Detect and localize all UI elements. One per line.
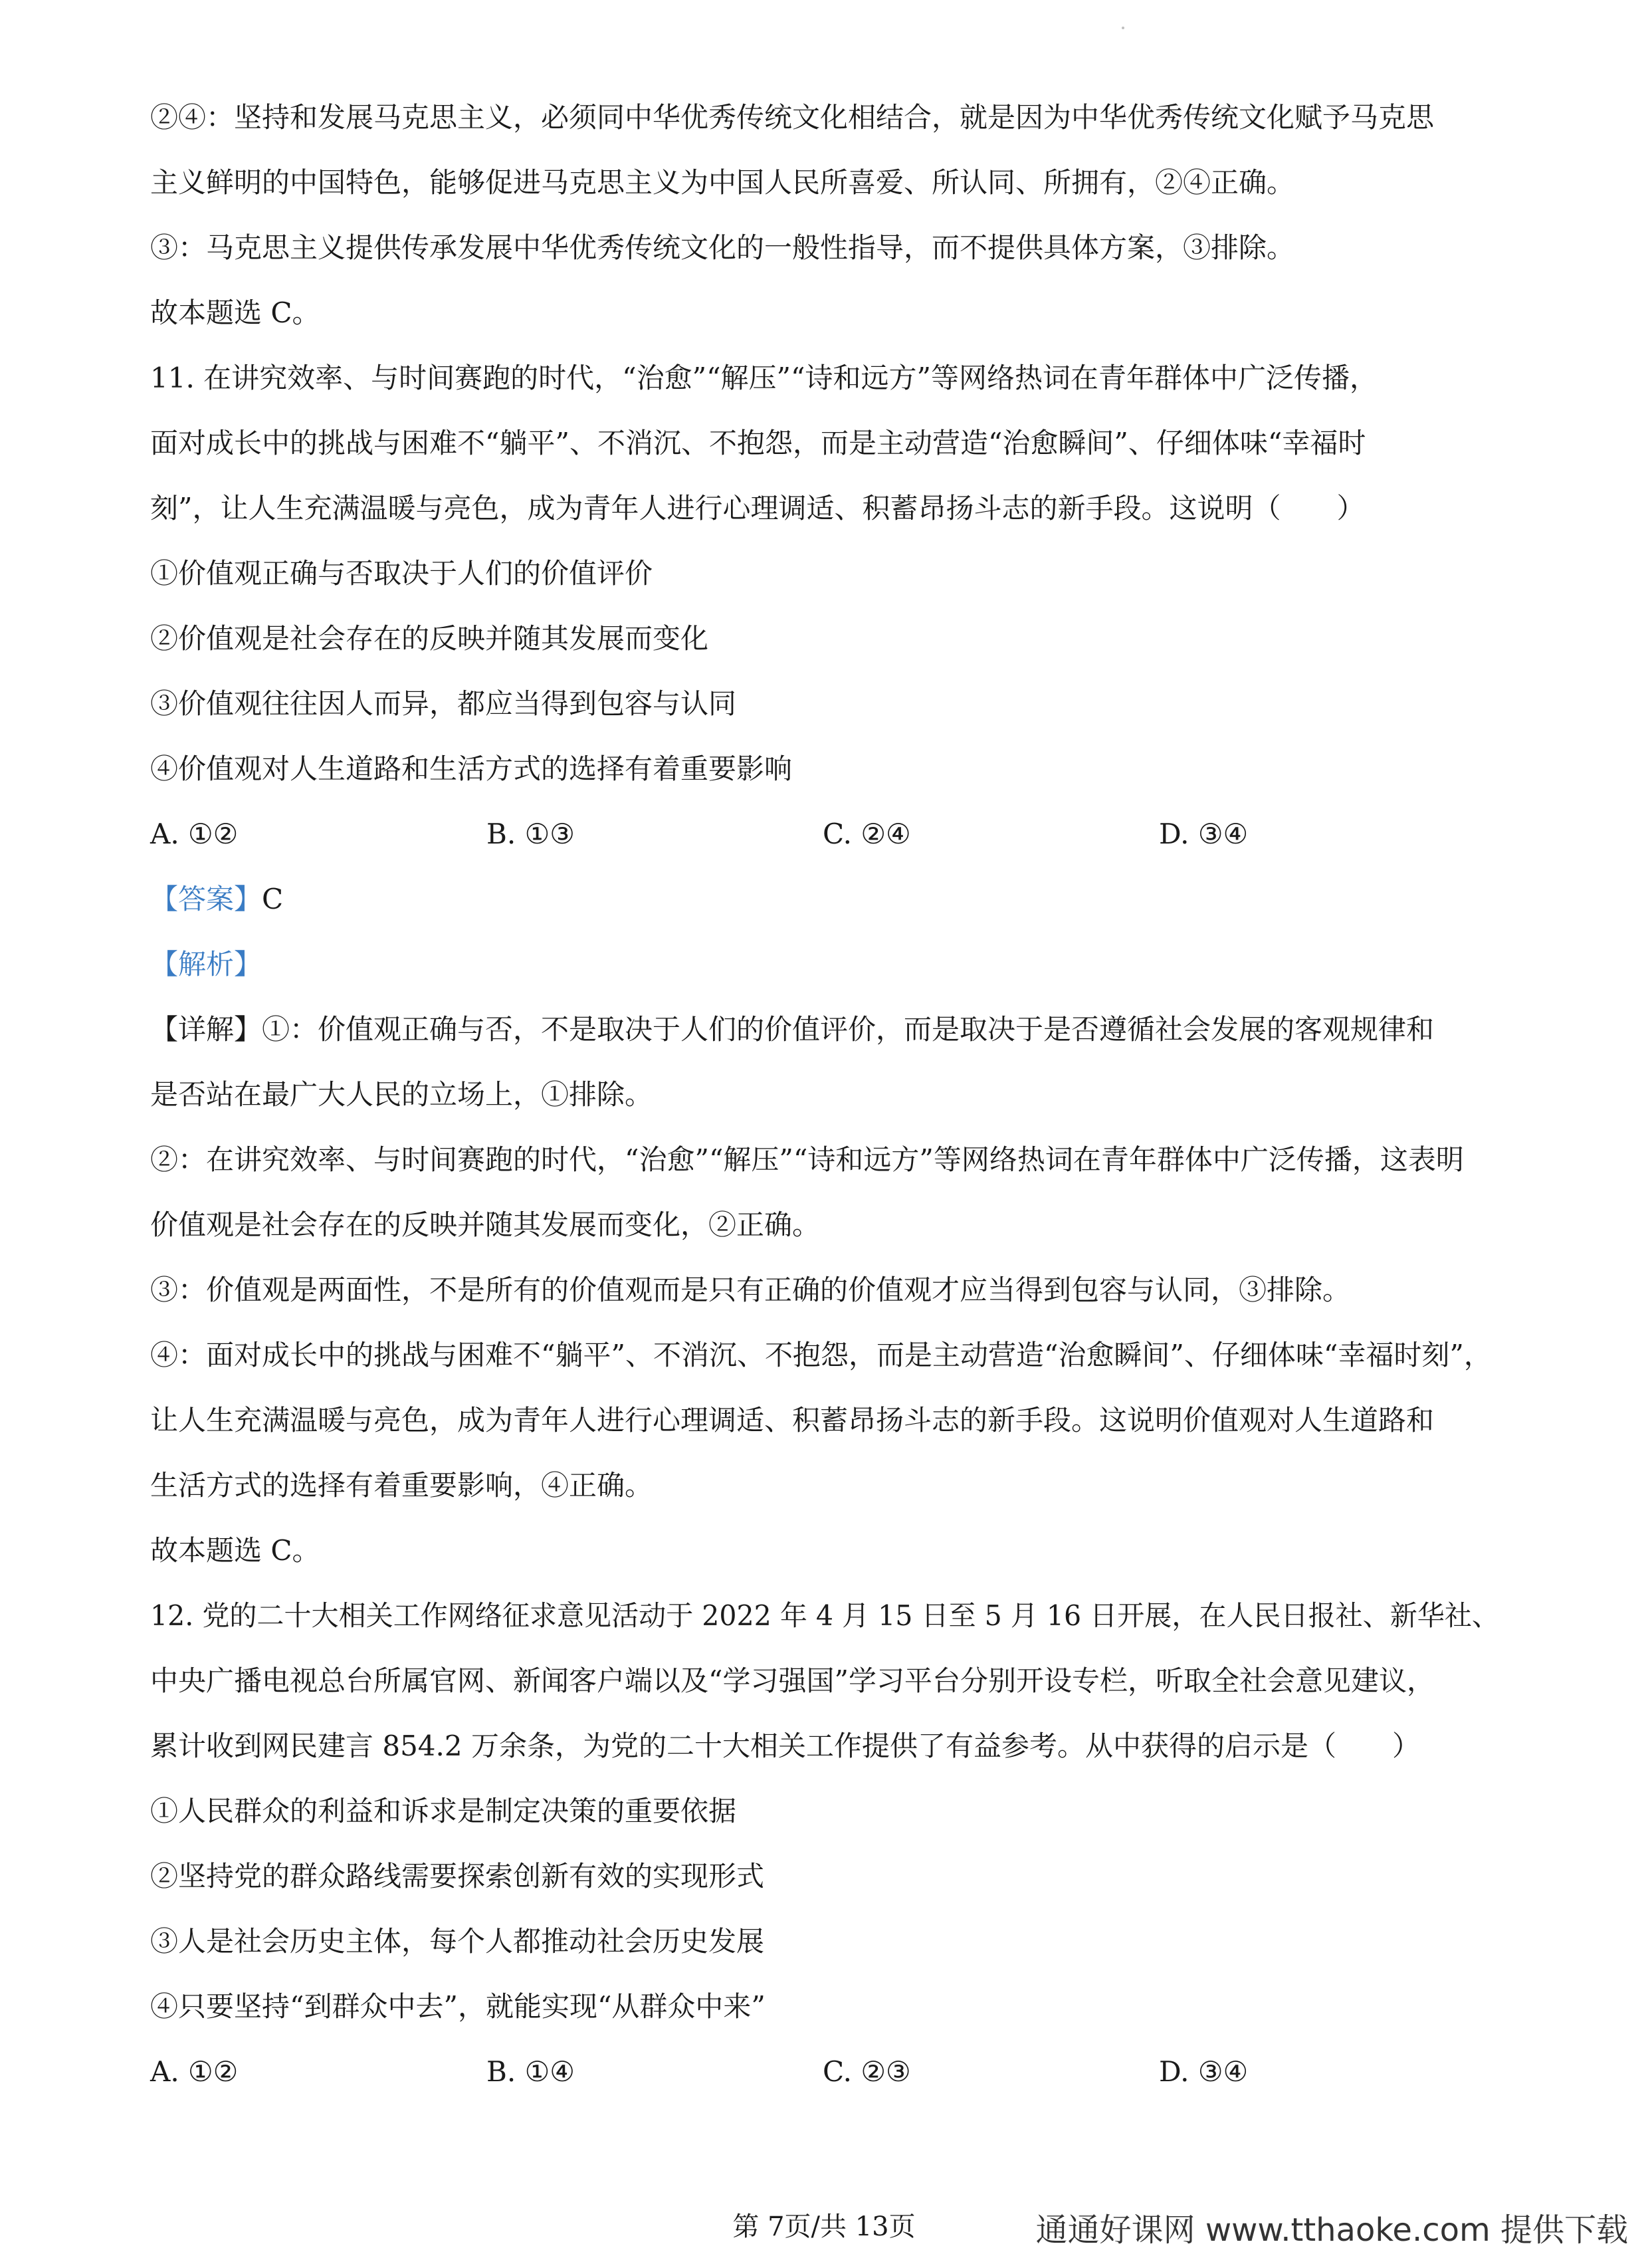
statement-item: ②价值观是社会存在的反映并随其发展而变化 bbox=[150, 622, 709, 655]
statement-item: ④价值观对人生道路和生活方式的选择有着重要影响 bbox=[150, 752, 793, 785]
scan-speck bbox=[1122, 27, 1124, 29]
analysis-line: ③：马克思主义提供传承发展中华优秀传统文化的一般性指导，而不提供具体方案，③排除。 bbox=[150, 231, 1295, 264]
detail-line: ②：在讲究效率、与时间赛跑的时代，“治愈”“解压”“诗和远方”等网络热词在青年群体中广泛传播，这表明 bbox=[150, 1143, 1464, 1176]
statement-item: ①价值观正确与否取决于人们的价值评价 bbox=[150, 557, 653, 590]
detail-line: ④：面对成长中的挑战与困难不“躺平”、不消沉、不抱怨，而是主动营造“治愈瞬间”、仔细体味“幸福时刻”， bbox=[150, 1339, 1492, 1371]
question-12 bbox=[150, 1583, 1499, 2104]
detail-line: 生活方式的选择有着重要影响，④正确。 bbox=[150, 1469, 653, 1502]
option-c: C. ②③ bbox=[823, 2055, 911, 2088]
statement-item: ③人是社会历史主体，每个人都推动社会历史发展 bbox=[150, 1925, 765, 1958]
answer-value: C bbox=[262, 883, 284, 915]
statement-item: ③价值观往往因人而异，都应当得到包容与认同 bbox=[150, 687, 737, 720]
previous-analysis bbox=[150, 85, 1499, 346]
question-stem-line: 12. 党的二十大相关工作网络征求意见活动于 2022 年 4 月 15 日至 5 月 16 日开展，在人民日报社、新华社、 bbox=[150, 1599, 1499, 1632]
statement-item: ②坚持党的群众路线需要探索创新有效的实现形式 bbox=[150, 1860, 765, 1892]
question-stem-line: 累计收到网民建言 854.2 万余条，为党的二十大相关工作提供了有益参考。从中获得的启示是（ ） bbox=[150, 1730, 1420, 1762]
answer-options bbox=[150, 2039, 1499, 2104]
analysis-line: 主义鲜明的中国特色，能够促进马克思主义为中国人民所喜爱、所认同、所拥有，②④正确。 bbox=[150, 166, 1295, 199]
detail-line: 让人生充满温暖与亮色，成为青年人进行心理调适、积蓄昂扬斗志的新手段。这说明价值观对人生道路和 bbox=[150, 1404, 1435, 1436]
conclusion-line: 故本题选 C。 bbox=[150, 296, 320, 329]
conclusion-line: 故本题选 C。 bbox=[150, 1534, 320, 1567]
document-body bbox=[150, 85, 1499, 2104]
option-d: D. ③④ bbox=[1159, 818, 1249, 850]
option-a: A. ①② bbox=[150, 818, 239, 850]
detail-line bbox=[150, 997, 1499, 1062]
question-stem-line: 面对成长中的挑战与困难不“躺平”、不消沉、不抱怨，而是主动营造“治愈瞬间”、仔细体味“幸福时 bbox=[150, 427, 1366, 459]
question-11 bbox=[150, 346, 1499, 1583]
statement-item: ①人民群众的利益和诉求是制定决策的重要依据 bbox=[150, 1795, 737, 1827]
answer-tag: 【答案】 bbox=[150, 883, 262, 915]
question-stem-line: 中央广播电视总台所属官网、新闻客户端以及“学习强国”学习平台分别开设专栏，听取全社会意见建议， bbox=[150, 1664, 1435, 1697]
watermark: 通通好课网 www.tthaoke.com 提供下载 bbox=[1035, 2211, 1628, 2249]
detail-tag: 【详解】 bbox=[150, 1013, 262, 1046]
detail-line: 是否站在最广大人民的立场上，①排除。 bbox=[150, 1078, 653, 1111]
option-c: C. ②④ bbox=[823, 818, 911, 850]
question-stem-line: 11. 在讲究效率、与时间赛跑的时代，“治愈”“解压”“诗和远方”等网络热词在青年群体中广泛传播， bbox=[150, 362, 1378, 394]
question-stem-line: 刻”，让人生充满温暖与亮色，成为青年人进行心理调适、积蓄昂扬斗志的新手段。这说明（ ） bbox=[150, 492, 1365, 524]
option-b: B. ①④ bbox=[486, 2055, 575, 2088]
answer-line bbox=[150, 867, 1499, 932]
analysis-tag: 【解析】 bbox=[150, 948, 262, 980]
detail-line: ③：价值观是两面性，不是所有的价值观而是只有正确的价值观才应当得到包容与认同，③排除。 bbox=[150, 1274, 1351, 1306]
analysis-heading bbox=[150, 932, 1499, 997]
detail-text: ①：价值观正确与否，不是取决于人们的价值评价，而是取决于是否遵循社会发展的客观规律和 bbox=[262, 1013, 1435, 1046]
analysis-line: ②④：坚持和发展马克思主义，必须同中华优秀传统文化相结合，就是因为中华优秀传统文化赋予马克思 bbox=[150, 101, 1435, 134]
page-number: 第 7页/共 13页 bbox=[732, 2211, 916, 2242]
detail-line: 价值观是社会存在的反映并随其发展而变化，②正确。 bbox=[150, 1208, 821, 1241]
answer-options bbox=[150, 802, 1499, 867]
statement-item: ④只要坚持“到群众中去”，就能实现“从群众中来” bbox=[150, 1990, 766, 2023]
option-b: B. ①③ bbox=[486, 818, 575, 850]
option-a: A. ①② bbox=[150, 2055, 239, 2088]
option-d: D. ③④ bbox=[1159, 2055, 1249, 2088]
